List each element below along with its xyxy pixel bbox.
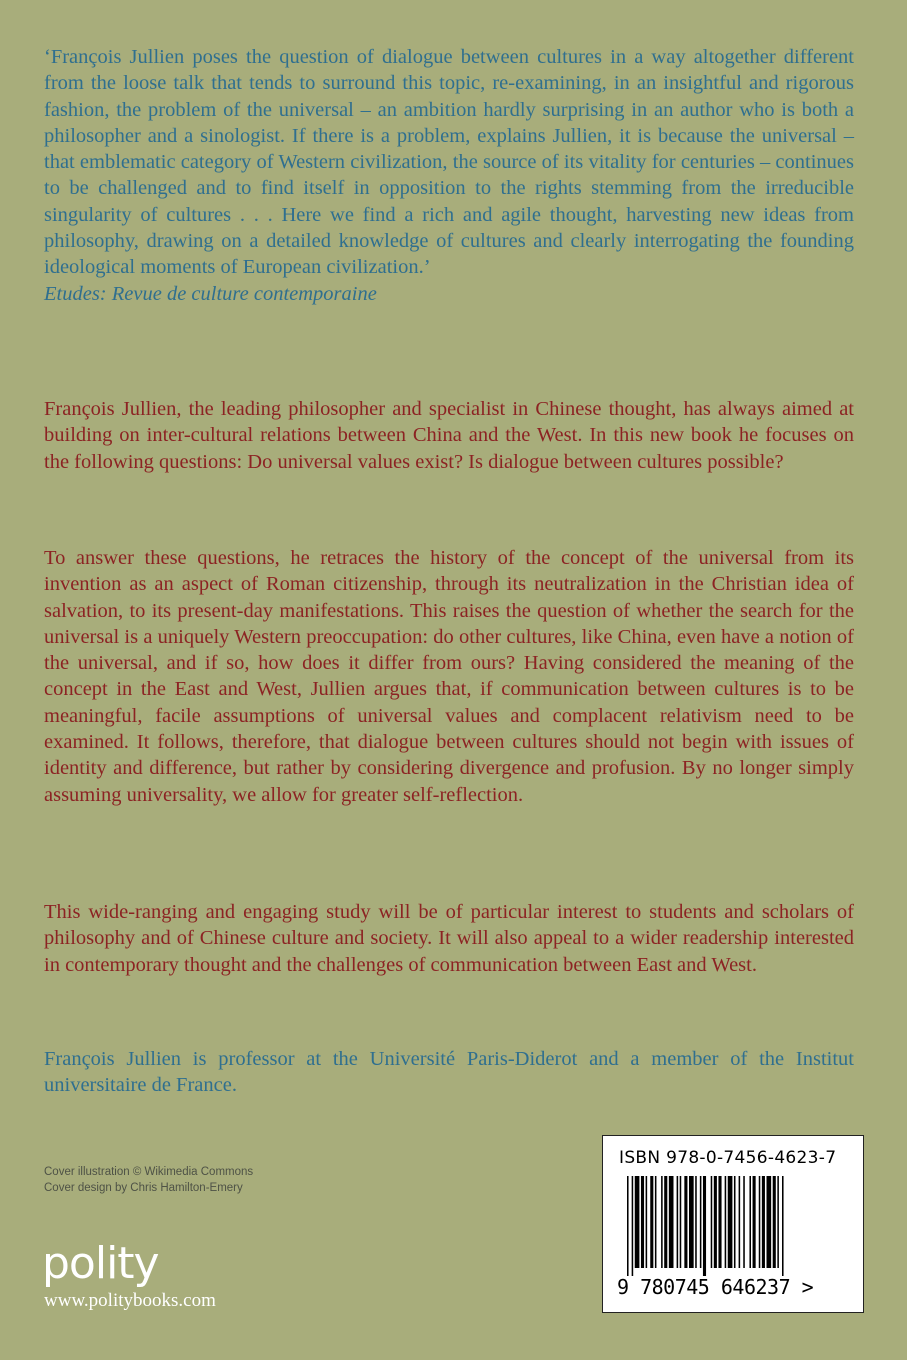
barcode-bar	[749, 1176, 751, 1268]
barcode-bar	[767, 1176, 772, 1268]
illustration-credit: Cover illustration © Wikimedia Commons	[44, 1166, 254, 1178]
barcode-bar	[627, 1176, 629, 1276]
barcode-bar	[684, 1176, 687, 1268]
description-paragraph-2: To answer these questions, he retraces the history of the concept of the universal from its invention as an aspect of Roman citizenship, through its neutralization in the Christian idea of salvation, to its present-day manifestations. This raises the question of whether the search for the universal is a uniquely Western preoccupation: do other cultures, like China, even have a notion of the universal, and if so, how does it differ from ours? Having considered the meaning of the concept in the East and West, Jullien argues that, if communication between cultures is to be meaningful, facile assumptions of universal values and complacent relativism need to be examined. It follows, therefore, that dialogue between cultures should not begin with issues of identity and difference, but rather by considering divergence and profusion. By no longer simply assuming universality, we allow for greater self-reflection.	[44, 547, 854, 806]
description-paragraph-1: François Jullien, the leading philosopher and specialist in Chinese thought, has always aimed at building on inter-cultural relations between China and the West. In this new book he focuses on the following questions: Do universal values exist? Is dialogue between cultures possible?	[44, 398, 854, 473]
barcode-bar	[762, 1176, 765, 1268]
barcode-bar	[669, 1176, 674, 1268]
barcode-bar	[650, 1176, 653, 1268]
barcode-bar	[734, 1176, 736, 1268]
review-quote	[44, 44, 854, 307]
barcode-bar	[677, 1176, 679, 1268]
barcode-bar	[635, 1176, 640, 1268]
barcode-bar	[753, 1176, 756, 1268]
quote-text: ‘François Jullien poses the question of dialogue between cultures in a way altogether different from the loose talk that tends to surround this topic, re-examining, in an insightful and rigorous fashion, the problem of the universal – an ambition hardly surprising in an author who is both a philosopher and a sinologist. If there is a problem, explains Jullien, it is because the universal – that emblematic category of Western civilization, the source of its vitality for centuries – continues to be challenged and to find itself in opposition to the rights stemming from the irreducible singularity of cultures . . . Here we find a rich and agile thought, harvesting new ideas from philosophy, drawing on a detailed knowledge of cultures and clearly interrogating the founding ideological moments of European civilization.’	[44, 46, 854, 279]
publisher-logo: polity	[42, 1238, 159, 1289]
quote-source: Etudes: Revue de culture contemporaine	[44, 282, 377, 305]
barcode-bar	[664, 1176, 667, 1268]
barcode-bars	[613, 1176, 843, 1276]
barcode-bar	[632, 1176, 634, 1276]
barcode-bar	[743, 1176, 745, 1268]
barcode-bar	[689, 1176, 694, 1268]
barcode-bar	[711, 1176, 713, 1268]
cover-credits	[44, 1164, 253, 1196]
barcode-bar	[695, 1176, 697, 1268]
isbn-barcode	[602, 1135, 864, 1313]
barcode-bar	[680, 1176, 682, 1268]
publisher-url[interactable]: www.politybooks.com	[44, 1290, 216, 1311]
description-paragraph-3: This wide-ranging and engaging study will be of particular interest to students and scholars of philosophy and of Chinese culture and society. It will also appeal to a wider readership interested in contemporary thought and the challenges of communication between East and West.	[44, 901, 854, 976]
barcode-digits: 9 780745 646237 >	[617, 1275, 814, 1299]
author-bio: François Jullien is professor at the Université Paris-Diderot and a member of the Institut universitaire de France.	[44, 1048, 854, 1097]
barcode-bar	[718, 1176, 721, 1268]
barcode-bar	[782, 1176, 784, 1276]
barcode-bar	[728, 1176, 733, 1268]
design-credit: Cover design by Chris Hamilton-Emery	[44, 1182, 243, 1194]
barcode-bar	[641, 1176, 644, 1268]
barcode-bar	[725, 1176, 727, 1268]
barcode-bar	[777, 1176, 779, 1268]
barcode-bar	[739, 1176, 741, 1268]
barcode-bar	[714, 1176, 717, 1268]
barcode-bar	[661, 1176, 663, 1268]
barcode-bar	[759, 1176, 761, 1268]
barcode-bar	[700, 1176, 702, 1268]
barcode-bar	[655, 1176, 657, 1268]
barcode-bar	[773, 1176, 776, 1268]
barcode-bar	[646, 1176, 648, 1268]
barcode-bar	[703, 1176, 706, 1276]
isbn-label: ISBN 978-0-7456-4623-7	[619, 1148, 837, 1168]
